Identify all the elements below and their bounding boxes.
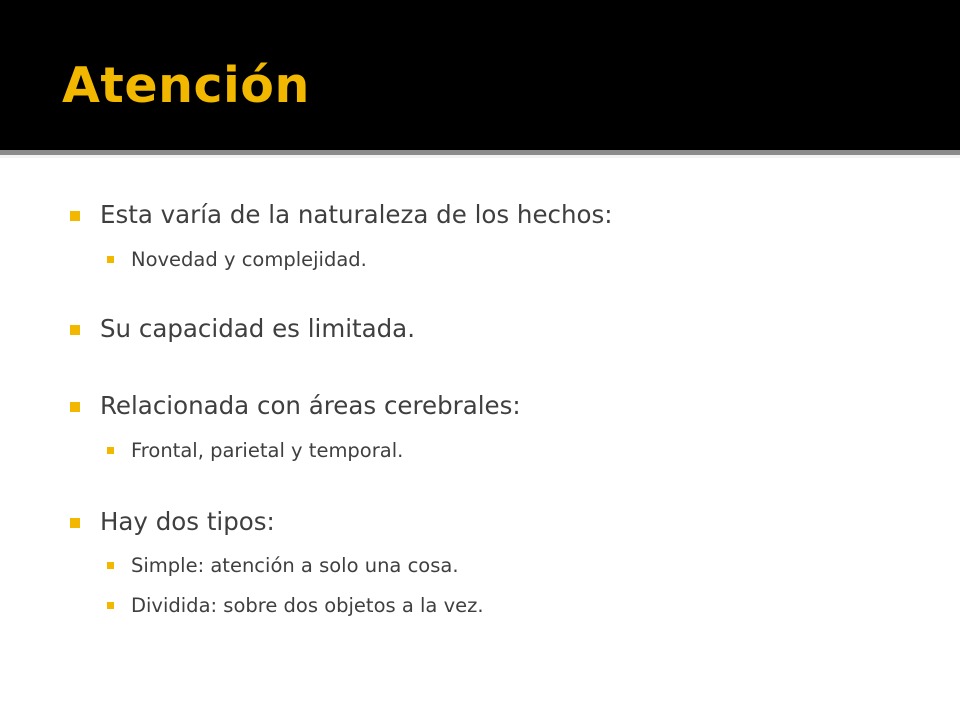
sub-bullet-marker xyxy=(107,256,114,263)
bullet-marker xyxy=(70,518,80,528)
title-bar xyxy=(0,0,960,150)
sub-bullet-marker xyxy=(107,562,114,569)
bullet-item: Esta varía de la naturaleza de los hechos: xyxy=(100,200,613,229)
slide-content xyxy=(0,158,960,720)
sub-bullet-item: Simple: atención a solo una cosa. xyxy=(131,554,459,577)
bullet-marker xyxy=(70,325,80,335)
bullet-marker xyxy=(70,402,80,412)
bullet-item: Hay dos tipos: xyxy=(100,507,275,536)
sub-bullet-item: Novedad y complejidad. xyxy=(131,248,367,271)
sub-bullet-item: Frontal, parietal y temporal. xyxy=(131,439,404,462)
bullet-marker xyxy=(70,211,80,221)
sub-bullet-item: Dividida: sobre dos objetos a la vez. xyxy=(131,594,484,617)
slide-title: Atención xyxy=(62,57,310,114)
bullet-item: Su capacidad es limitada. xyxy=(100,314,415,343)
sub-bullet-marker xyxy=(107,602,114,609)
sub-bullet-marker xyxy=(107,447,114,454)
bullet-item: Relacionada con áreas cerebrales: xyxy=(100,391,521,420)
